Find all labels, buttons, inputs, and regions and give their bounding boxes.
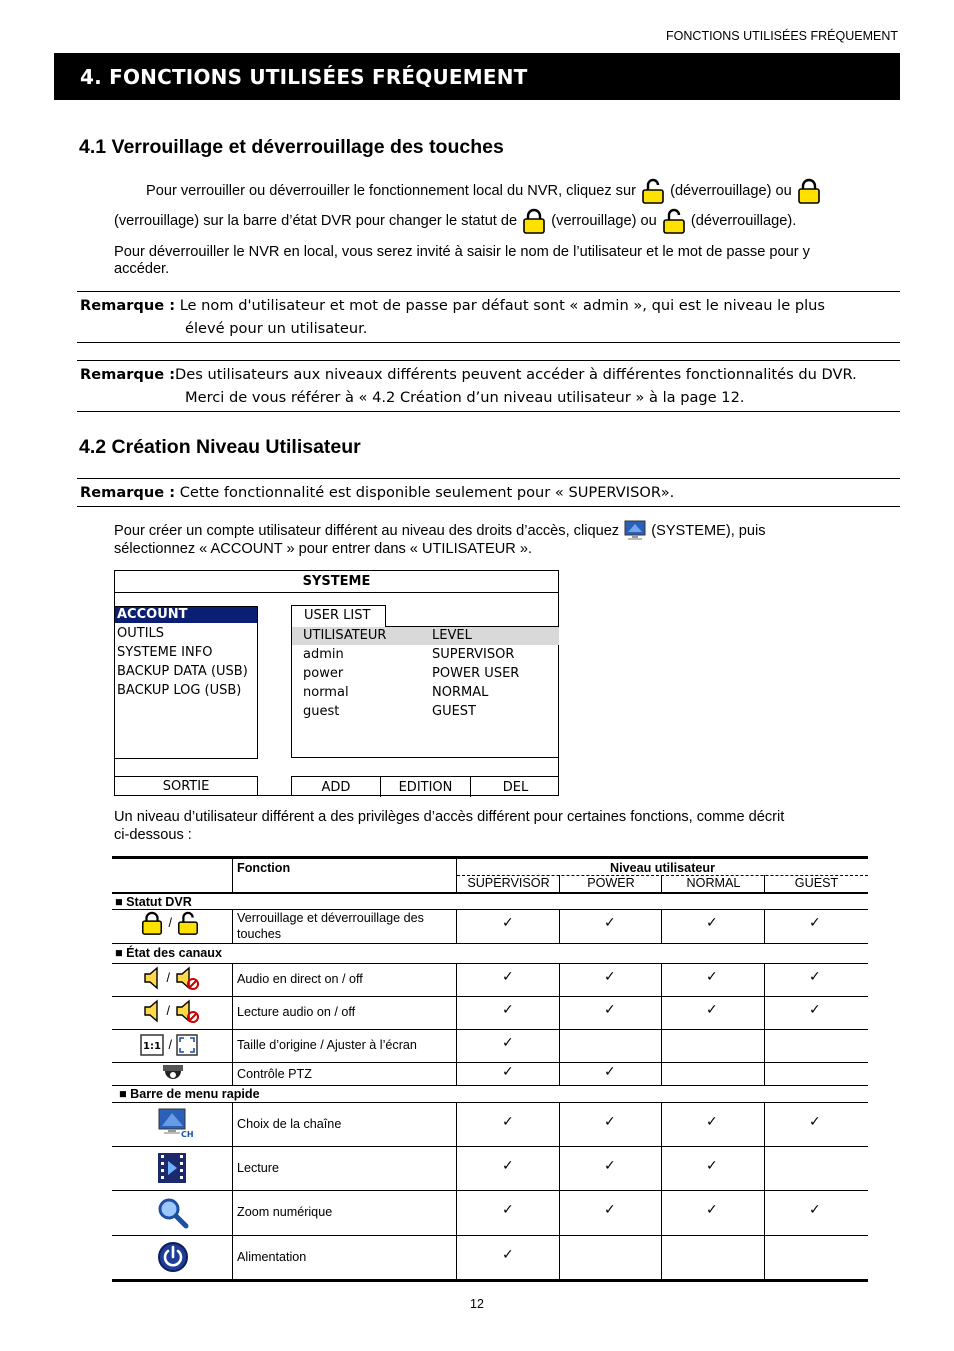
note-text: élevé pour un utilisateur. <box>185 320 368 337</box>
table-rule <box>112 1029 868 1030</box>
zoom-magnifier-icon <box>157 1197 189 1229</box>
note-label: Remarque : <box>80 366 176 383</box>
section-label-quick-menu: ■ Barre de menu rapide <box>119 1087 260 1101</box>
speaker-muted-icon <box>174 998 200 1024</box>
note-default-credentials <box>77 291 900 343</box>
table-rule <box>559 1102 560 1279</box>
level-supervisor: SUPERVISOR <box>467 876 550 890</box>
table-rule <box>112 856 868 859</box>
note-text: Des utilisateurs aux niveaux différents peuvent accéder à différentes fonctionnalités du DVR. <box>175 366 857 383</box>
menu-item-backup-data[interactable]: BACKUP DATA (USB) <box>117 664 248 679</box>
table-rule <box>112 909 868 910</box>
user-level: POWER USER <box>432 666 520 681</box>
section1-paragraph2-line2: accéder. <box>114 261 170 277</box>
table-rule <box>112 1085 868 1086</box>
check-mark: ✓ <box>502 1114 514 1130</box>
column-header-function: Fonction <box>237 861 291 875</box>
function-channel-choice: Choix de la chaîne <box>237 1117 342 1131</box>
check-mark: ✓ <box>809 1202 821 1218</box>
check-mark: ✓ <box>706 915 718 931</box>
function-playback-audio: Lecture audio on / off <box>237 1005 356 1019</box>
icon-cell-zoom <box>157 1197 189 1229</box>
icon-cell-live-audio <box>142 965 200 991</box>
icon-cell-ptz <box>162 1064 184 1086</box>
channel-monitor-icon <box>157 1107 194 1139</box>
table-rule <box>232 963 233 1085</box>
section2-paragraph2-line1: Un niveau d’utilisateur différent a des privilèges d’accès différent pour certaines fonctions, comme décrit <box>114 809 785 825</box>
table-rule <box>112 963 868 964</box>
table-rule <box>559 875 560 892</box>
system-menu <box>115 606 258 759</box>
column-header-user: UTILISATEUR <box>303 628 387 643</box>
menu-item-systeme-info[interactable]: SYSTEME INFO <box>117 645 213 660</box>
column-header-level: LEVEL <box>432 628 472 643</box>
function-playback: Lecture <box>237 1161 280 1175</box>
running-header: FONCTIONS UTILISÉES FRÉQUEMENT <box>666 29 898 43</box>
table-rule <box>456 1102 457 1279</box>
speaker-icon <box>142 998 162 1024</box>
unlock-icon <box>176 911 200 935</box>
function-live-audio: Audio en direct on / off <box>237 972 363 986</box>
delete-button[interactable]: DEL <box>502 780 529 795</box>
table-rule <box>112 943 868 944</box>
text: (déverrouillage) ou <box>670 182 792 199</box>
note-user-levels <box>77 360 900 412</box>
check-mark: ✓ <box>604 969 616 985</box>
check-mark: ✓ <box>502 915 514 931</box>
systeme-dialog <box>114 570 559 796</box>
fit-screen-icon <box>176 1034 198 1056</box>
user-name[interactable]: power <box>303 666 344 681</box>
table-rule <box>764 963 765 1085</box>
note-text: Le nom d'utilisateur et mot de passe par défaut sont « admin », qui est le niveau le plus <box>179 297 825 314</box>
table-rule <box>112 1235 868 1236</box>
playback-icon <box>157 1152 187 1184</box>
section-heading-4-1: 4.1 Verrouillage et déverrouillage des touches <box>79 136 504 158</box>
table-rule <box>112 1062 868 1063</box>
section1-paragraph-line1 <box>146 178 822 204</box>
slash: / <box>166 1004 170 1019</box>
speaker-muted-icon <box>174 965 200 991</box>
page-number: 12 <box>470 1297 484 1311</box>
section1-paragraph2-line1: Pour déverrouiller le NVR en local, vous serez invité à saisir le nom de l’utilisateur et le mot de passe pour y <box>114 244 810 260</box>
table-rule <box>764 1102 765 1279</box>
level-power: POWER <box>587 876 635 890</box>
unlock-icon <box>661 208 687 234</box>
text: (verrouillage) ou <box>551 212 657 229</box>
menu-item-account[interactable]: ACCOUNT <box>115 607 257 623</box>
user-level: NORMAL <box>432 685 489 700</box>
function-ptz: Contrôle PTZ <box>237 1067 312 1081</box>
function-lock-unlock-line1: Verrouillage et déverrouillage des <box>237 911 424 925</box>
table-rule <box>661 963 662 1085</box>
note-label: Remarque : <box>80 297 176 314</box>
system-monitor-icon <box>623 520 647 542</box>
menu-item-outils[interactable]: OUTILS <box>117 626 165 641</box>
check-mark: ✓ <box>502 969 514 985</box>
column-header-level: Niveau utilisateur <box>610 861 715 875</box>
level-guest: GUEST <box>794 876 839 890</box>
check-mark: ✓ <box>809 969 821 985</box>
table-rule <box>456 909 457 943</box>
table-rule <box>559 909 560 943</box>
check-mark: ✓ <box>604 1002 616 1018</box>
check-mark: ✓ <box>706 1202 718 1218</box>
check-mark: ✓ <box>502 1247 514 1263</box>
level-normal: NORMAL <box>686 876 741 890</box>
check-mark: ✓ <box>809 915 821 931</box>
table-rule <box>764 875 765 892</box>
user-list-table <box>291 626 559 758</box>
svg-text:CH: CH <box>181 1130 194 1139</box>
table-rule <box>112 996 868 997</box>
function-digital-zoom: Zoom numérique <box>237 1205 333 1219</box>
check-mark: ✓ <box>502 1158 514 1174</box>
check-mark: ✓ <box>502 1202 514 1218</box>
chapter-title: 4. FONCTIONS UTILISÉES FRÉQUEMENT <box>54 53 900 100</box>
ptz-camera-icon <box>162 1064 184 1086</box>
icon-cell-size <box>140 1034 198 1056</box>
slash: / <box>166 971 170 986</box>
text: (verrouillage) sur la barre d’état DVR pour changer le statut de <box>114 212 518 229</box>
check-mark: ✓ <box>706 969 718 985</box>
dialog-title: SYSTEME <box>115 571 558 593</box>
tab-user-list[interactable]: USER LIST <box>291 605 386 627</box>
section2-paragraph2-line2: ci-dessous : <box>114 827 192 843</box>
table-rule <box>456 963 457 1085</box>
lock-icon <box>140 911 164 935</box>
check-mark: ✓ <box>604 1202 616 1218</box>
user-name[interactable]: guest <box>303 704 340 719</box>
slash: / <box>168 916 172 931</box>
table-rule <box>559 963 560 1085</box>
section-heading-4-2: 4.2 Création Niveau Utilisateur <box>79 436 361 458</box>
lock-icon <box>521 208 547 234</box>
check-mark: ✓ <box>502 1002 514 1018</box>
power-icon <box>157 1241 189 1273</box>
table-rule <box>112 1102 868 1103</box>
table-rule <box>661 1102 662 1279</box>
table-rule <box>764 909 765 943</box>
user-name[interactable]: normal <box>303 685 349 700</box>
check-mark: ✓ <box>706 1158 718 1174</box>
table-rule <box>661 875 662 892</box>
function-original-fit: Taille d’origine / Ajuster à l’écran <box>237 1038 417 1052</box>
icon-cell-channel <box>157 1107 194 1139</box>
slash: / <box>168 1038 172 1053</box>
icon-cell-power <box>157 1241 189 1273</box>
lock-icon <box>796 178 822 204</box>
section2-paragraph-line1 <box>114 520 766 542</box>
note-text: Merci de vous référer à « 4.2 Création d’un niveau utilisateur » à la page 12. <box>185 389 745 406</box>
table-rule <box>661 909 662 943</box>
text: Pour créer un compte utilisateur différent au niveau des droits d’accès, cliquez <box>114 522 620 539</box>
unlock-icon <box>640 178 666 204</box>
user-action-buttons <box>291 776 559 796</box>
table-rule <box>112 1190 868 1191</box>
edit-button[interactable]: EDITION <box>381 777 471 797</box>
original-size-icon <box>140 1034 164 1056</box>
text: (déverrouillage). <box>690 212 797 229</box>
section-label-channel-status: ■ État des canaux <box>115 946 222 960</box>
svg-text:1:1: 1:1 <box>143 1041 161 1052</box>
table-rule <box>457 875 868 876</box>
add-button[interactable]: ADD <box>292 777 381 797</box>
check-mark: ✓ <box>502 1064 514 1080</box>
menu-item-backup-log[interactable]: BACKUP LOG (USB) <box>117 683 242 698</box>
exit-button[interactable]: SORTIE <box>115 776 258 796</box>
note-label: Remarque : <box>80 484 176 501</box>
function-power: Alimentation <box>237 1250 307 1264</box>
check-mark: ✓ <box>604 1158 616 1174</box>
check-mark: ✓ <box>604 1114 616 1130</box>
check-mark: ✓ <box>809 1002 821 1018</box>
text: Pour verrouiller ou déverrouiller le fonctionnement local du NVR, cliquez sur <box>146 182 636 199</box>
icon-cell-playback-audio <box>142 998 200 1024</box>
permissions-table <box>112 856 868 1282</box>
icon-cell-playback <box>157 1152 187 1184</box>
note-supervisor-only <box>77 478 900 507</box>
section2-paragraph-line2: sélectionnez « ACCOUNT » pour entrer dans « UTILISATEUR ». <box>114 541 532 557</box>
text: (SYSTEME), puis <box>651 522 766 539</box>
check-mark: ✓ <box>604 915 616 931</box>
table-rule <box>232 859 233 892</box>
table-rule <box>232 909 233 943</box>
speaker-icon <box>142 965 162 991</box>
icon-cell-lock <box>140 911 200 935</box>
check-mark: ✓ <box>706 1114 718 1130</box>
table-rule <box>112 1146 868 1147</box>
section1-paragraph-line2 <box>114 208 796 234</box>
table-rule <box>456 859 457 892</box>
check-mark: ✓ <box>706 1002 718 1018</box>
check-mark: ✓ <box>809 1114 821 1130</box>
table-rule <box>112 1279 868 1282</box>
user-level: SUPERVISOR <box>432 647 515 662</box>
section-label-dvr-status: ■ Statut DVR <box>115 895 192 909</box>
note-text: Cette fonctionnalité est disponible seulement pour « SUPERVISOR». <box>179 484 675 501</box>
function-lock-unlock-line2: touches <box>237 927 282 941</box>
user-name[interactable]: admin <box>303 647 344 662</box>
user-level: GUEST <box>432 704 476 719</box>
table-rule <box>112 892 868 894</box>
check-mark: ✓ <box>502 1035 514 1051</box>
table-rule <box>232 1102 233 1279</box>
check-mark: ✓ <box>604 1064 616 1080</box>
